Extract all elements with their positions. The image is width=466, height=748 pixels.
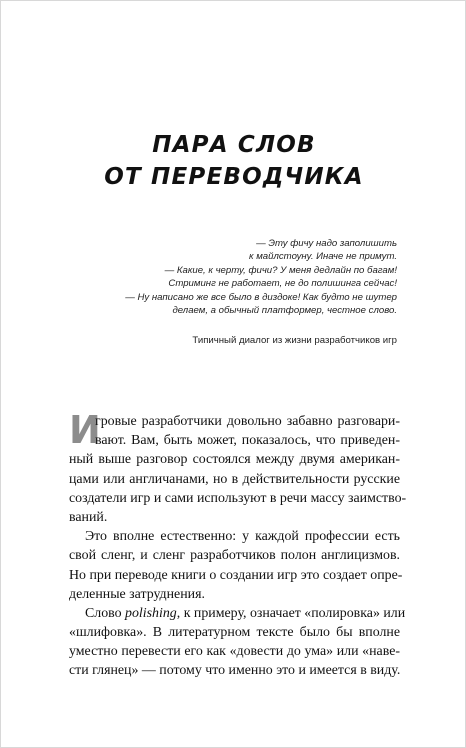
term-italic: polishing bbox=[125, 605, 177, 621]
drop-cap: И bbox=[69, 408, 101, 452]
text-line: Но при переводе книги о создании игр это создает опре- bbox=[69, 567, 403, 583]
text-line bbox=[69, 604, 406, 623]
chapter-title bbox=[1, 129, 466, 193]
epigraph-line: — Ну написано же все было в диздоке! Как будто не шутер bbox=[125, 291, 397, 303]
text-line: цами или англичанами, но в действительности русские bbox=[69, 471, 400, 487]
text-line: свой сленг, и сленг разработчиков полон англицизмов. bbox=[69, 548, 400, 564]
chapter-title-line-2: ОТ ПЕРЕВОДЧИКА bbox=[104, 164, 364, 190]
text-line: Это вполне естественно: у каждой профессии есть bbox=[85, 529, 400, 545]
text-line: сти глянец» — потому что именно это и имеется в виду. bbox=[69, 663, 401, 679]
paragraph-3 bbox=[69, 604, 406, 681]
text-line: «шлифовка». В литературном тексте было бы вполне bbox=[69, 625, 400, 641]
epigraph-attribution: Типичный диалог из жизни разработчиков игр bbox=[192, 335, 397, 346]
text-run: , к примеру, означает «полировка» или bbox=[176, 605, 406, 621]
text-line: уместно перевести его как «довести до ума» или «наве- bbox=[69, 644, 400, 660]
text-run: Слово bbox=[85, 605, 126, 621]
text-line: гровые разработчики довольно забавно разговари- bbox=[95, 414, 400, 429]
paragraph-1 bbox=[69, 408, 407, 527]
epigraph-line: — Эту фичу надо заполишить bbox=[256, 238, 397, 249]
epigraph-line: делаем, а обычный платформер, честное слово. bbox=[172, 305, 397, 317]
epigraph-line: Стриминг не работает, не до полишинга сейчас! bbox=[168, 278, 397, 290]
text-line: ный выше разговор состоялся между двумя американ- bbox=[69, 452, 400, 468]
text-line: создатели игр и сами используют в речи массу заимство- bbox=[69, 490, 407, 506]
epigraph bbox=[57, 237, 397, 317]
text-line: вают. Вам, быть может, показалось, что приведен- bbox=[95, 433, 400, 449]
paragraph-2 bbox=[69, 527, 403, 604]
chapter-title-line-1: ПАРА СЛОВ bbox=[152, 132, 316, 158]
text-line: ваний. bbox=[69, 509, 108, 525]
epigraph-line: — Какие, к черту, фичи? У меня дедлайн по багам! bbox=[164, 264, 397, 276]
body-text bbox=[69, 408, 407, 681]
text-line: деленные затруднения. bbox=[69, 586, 205, 602]
epigraph-line: к майлстоуну. Иначе не примут. bbox=[249, 251, 397, 263]
